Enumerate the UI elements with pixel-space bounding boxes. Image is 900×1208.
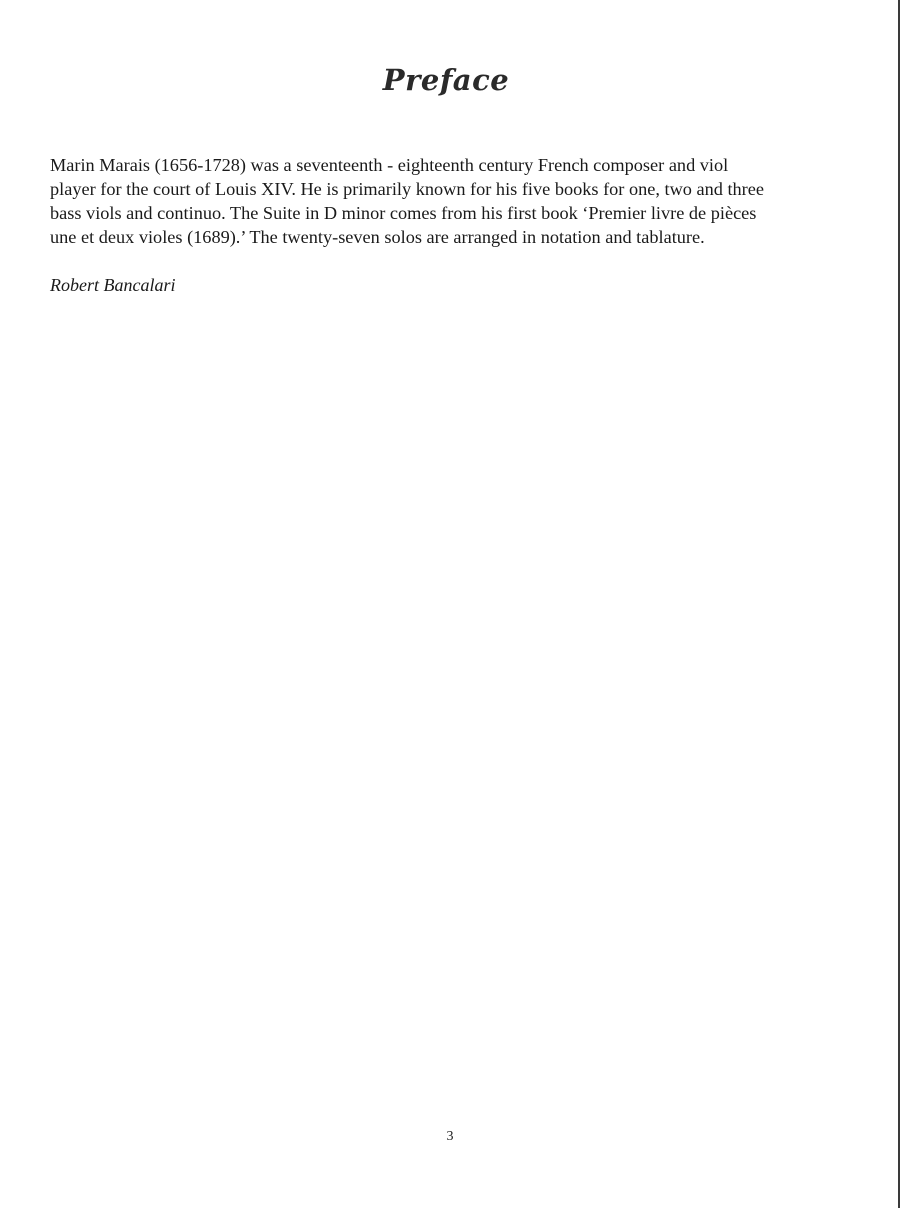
preface-paragraph bbox=[50, 153, 850, 249]
paragraph-line: une et deux violes (1689).’ The twenty-seven solos are arranged in notation and tablature. bbox=[50, 227, 705, 247]
paragraph-line: player for the court of Louis XIV. He is primarily known for his five books for one, two and three bbox=[50, 179, 764, 199]
paragraph-line: Marin Marais (1656-1728) was a seventeenth - eighteenth century French composer and viol bbox=[50, 155, 729, 175]
page-title: Preface bbox=[382, 63, 510, 98]
paragraph-line: bass viols and continuo. The Suite in D minor comes from his first book ‘Premier livre de pièces bbox=[50, 203, 757, 223]
author-signature: Robert Bancalari bbox=[50, 275, 176, 295]
page-number: 3 bbox=[446, 1129, 454, 1144]
